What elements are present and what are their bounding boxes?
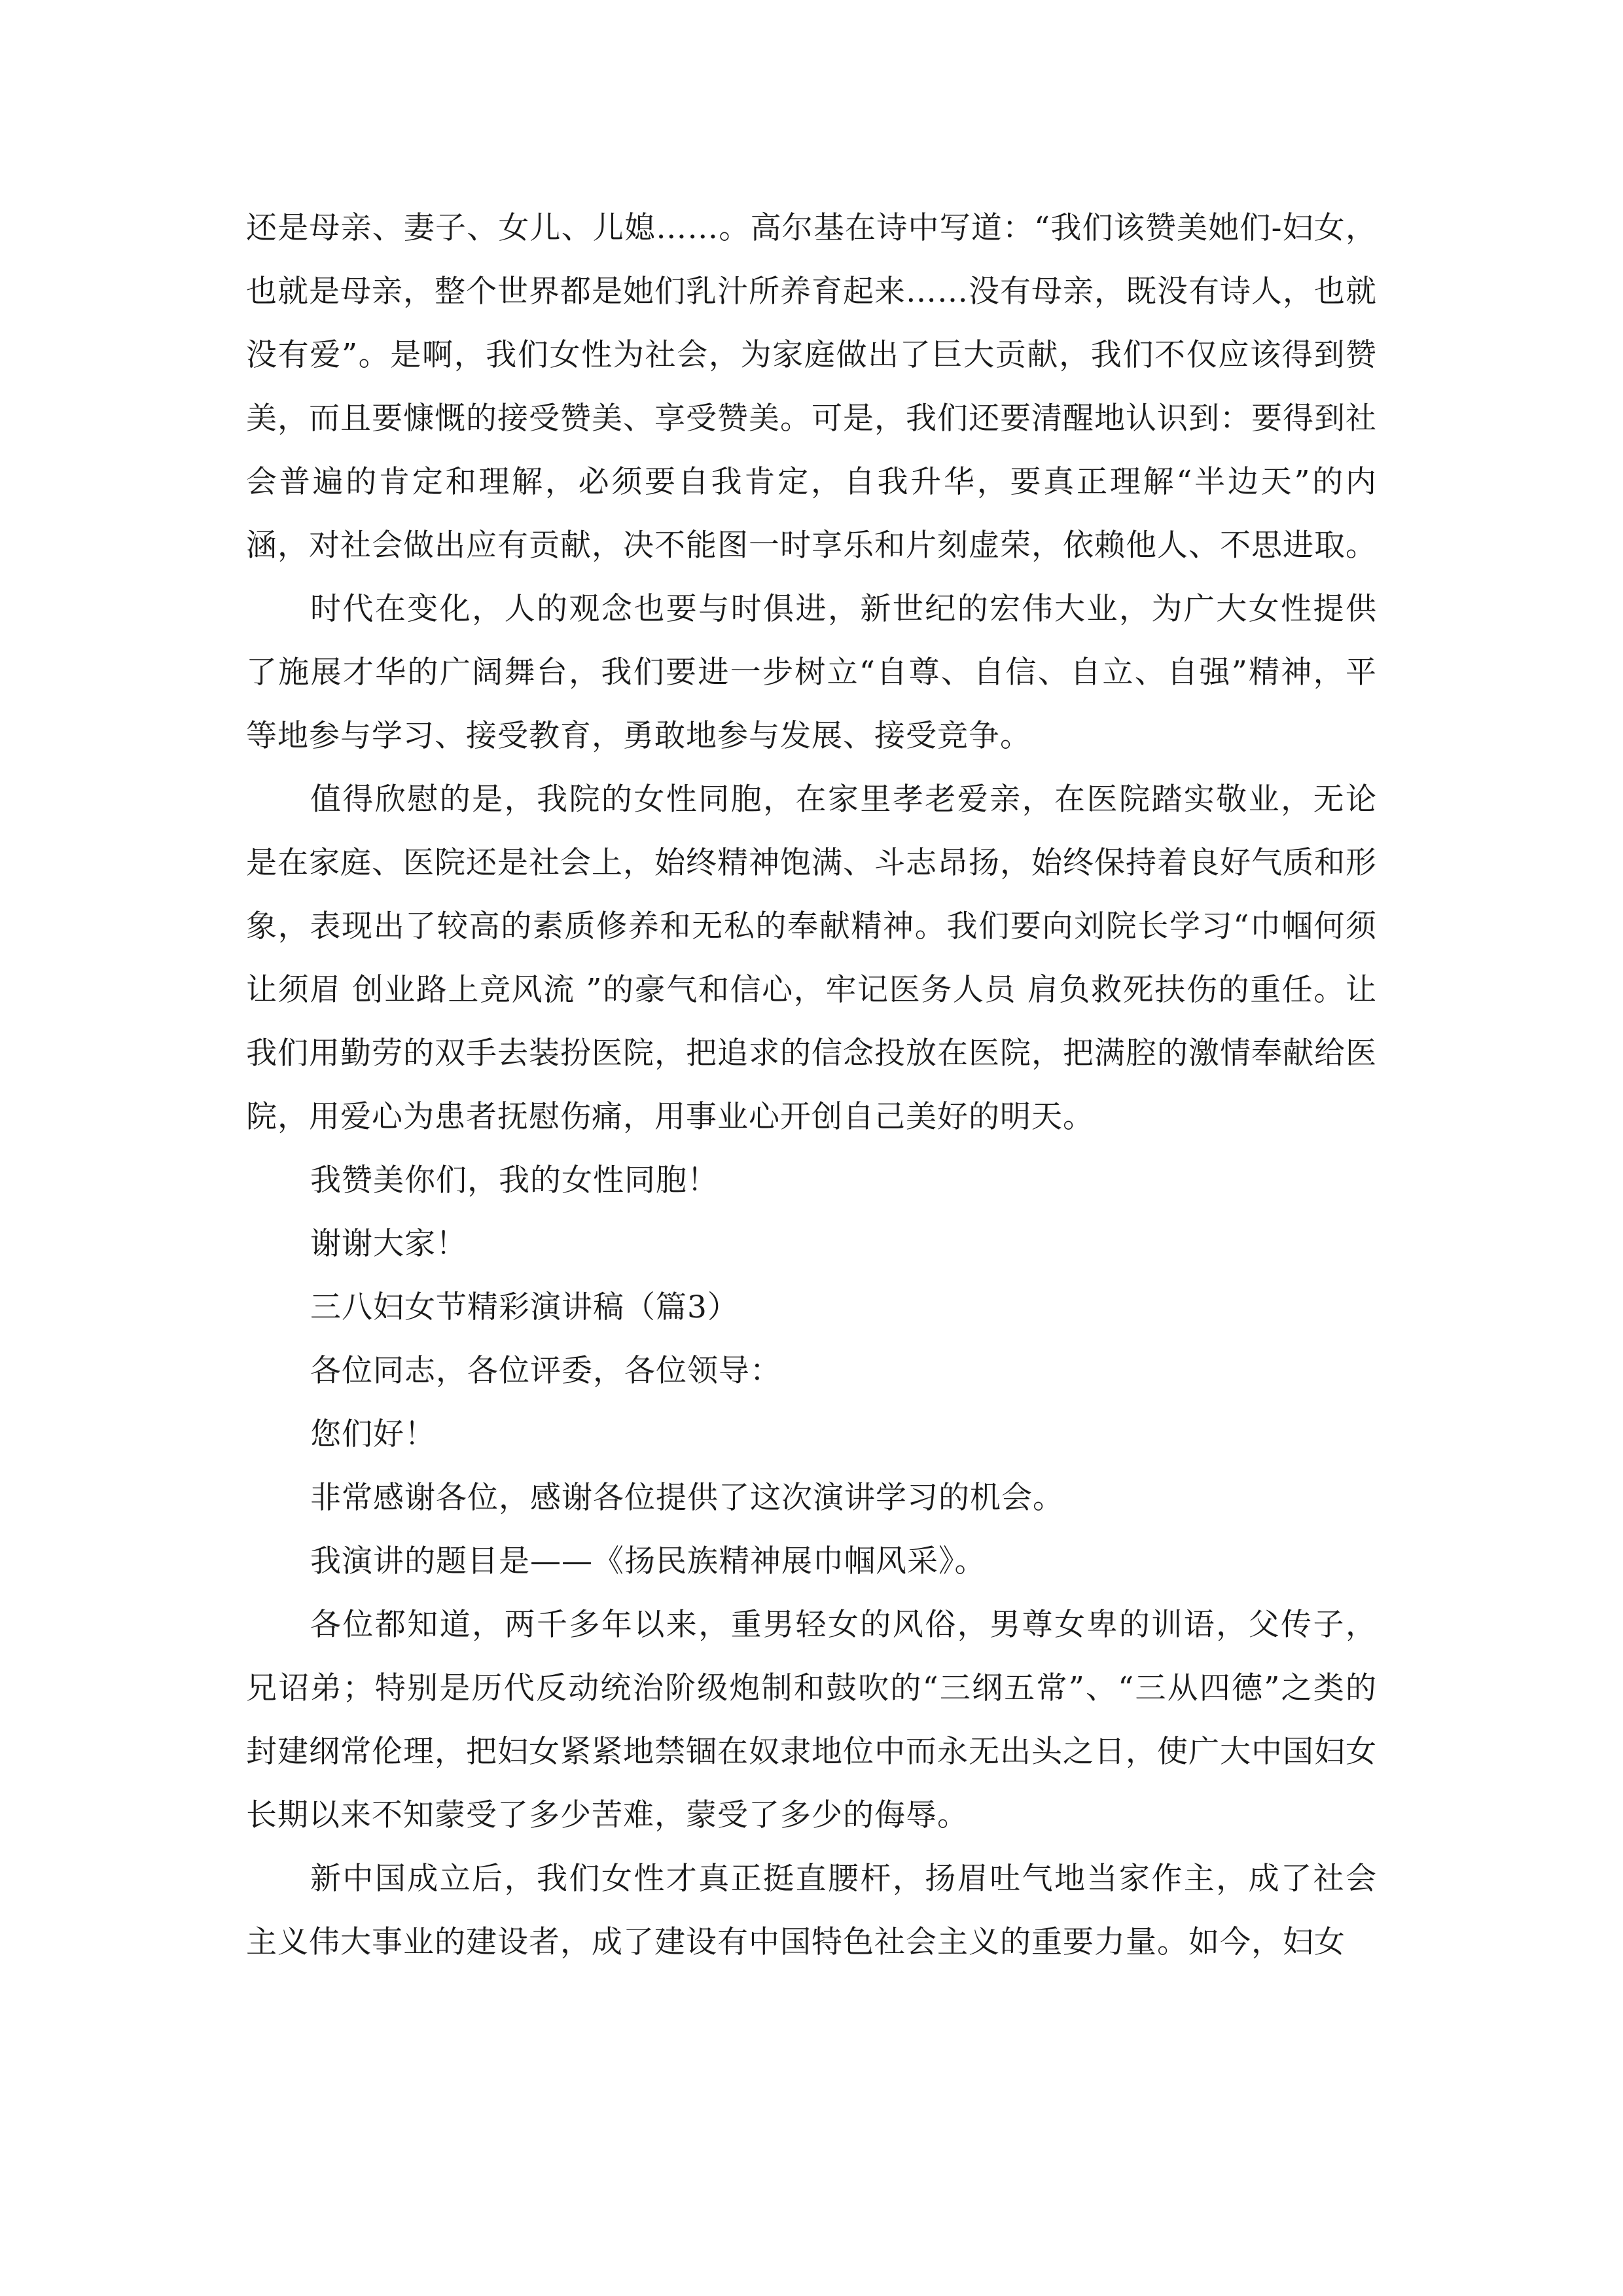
paragraph-praise: 我赞美你们，我的女性同胞！ (310, 1162, 719, 1198)
paragraph-continuation: 还是母亲、妻子、女儿、儿媳……。高尔基在诗中写道：“我们该赞美她们-妇女，也就是母亲，整个世界都是她们乳汁所养育起来……没有母亲，既没有诗人，也就没有爱”。是啊，我们女性为社会，为家庭做出了巨大贡献，我们不仅应该得到赞美，而且要慷慨的接受赞美、享受赞美。可是，我们还要清醒地认识到：要得到社会普遍的肯定和理解，必须要自我肯定，自我升华，要真正理解“半边天”的内涵，对社会做出应有贡献，决不能图一时享乐和片刻虚荣，依赖他人、不思进取。 (246, 210, 1377, 564)
paragraph-greeting: 您们好！ (310, 1416, 436, 1452)
paragraph-times-changing: 时代在变化，人的观念也要与时俱进，新世纪的宏伟大业，为广大女性提供了施展才华的广阔舞台，我们要进一步树立“自尊、自信、自立、自强”精神，平等地参与学习、接受教育，勇敢地参与发展、接受竞争。 (246, 591, 1377, 754)
paragraph-history: 各位都知道，两千多年以来，重男轻女的风俗，男尊女卑的训语，父传子，兄诏弟；特别是历代反动统治阶级炮制和鼓吹的“三纲五常”、“三从四德”之类的封建纲常伦理，把妇女紧紧地禁锢在奴隶地位中而永无出头之日，使广大中国妇女长期以来不知蒙受了多少苦难，蒙受了多少的侮辱。 (246, 1607, 1377, 1833)
document-page (246, 196, 1377, 1974)
paragraph-salutation: 各位同志，各位评委，各位领导： (310, 1353, 781, 1389)
paragraph-thanks: 谢谢大家！ (310, 1226, 467, 1262)
paragraph-speech-title: 我演讲的题目是——《扬民族精神展巾帼风采》。 (310, 1543, 986, 1579)
paragraph-new-china: 新中国成立后，我们女性才真正挺直腰杆，扬眉吐气地当家作主，成了社会主义伟大事业的建设者，成了建设有中国特色社会主义的重要力量。如今，妇女 (246, 1861, 1377, 1960)
paragraph-hospital-women: 值得欣慰的是，我院的女性同胞，在家里孝老爱亲，在医院踏实敬业，无论是在家庭、医院还是社会上，始终精神饱满、斗志昂扬，始终保持着良好气质和形象，表现出了较高的素质修养和无私的奉献精神。我们要向刘院长学习“巾帼何须让须眉 创业路上竞风流 ”的豪气和信心，牢记医务人员 肩负救死扶伤的重任。让我们用勤劳的双手去装扮医院，把追求的信念投放在医院，把满腔的激情奉献给医院，用爱心为患者抚慰伤痛，用事业心开创自己美好的明天。 (246, 781, 1377, 1135)
paragraph-gratitude: 非常感谢各位，感谢各位提供了这次演讲学习的机会。 (310, 1480, 1064, 1516)
section-heading: 三八妇女节精彩演讲稿（篇3） (310, 1289, 739, 1325)
